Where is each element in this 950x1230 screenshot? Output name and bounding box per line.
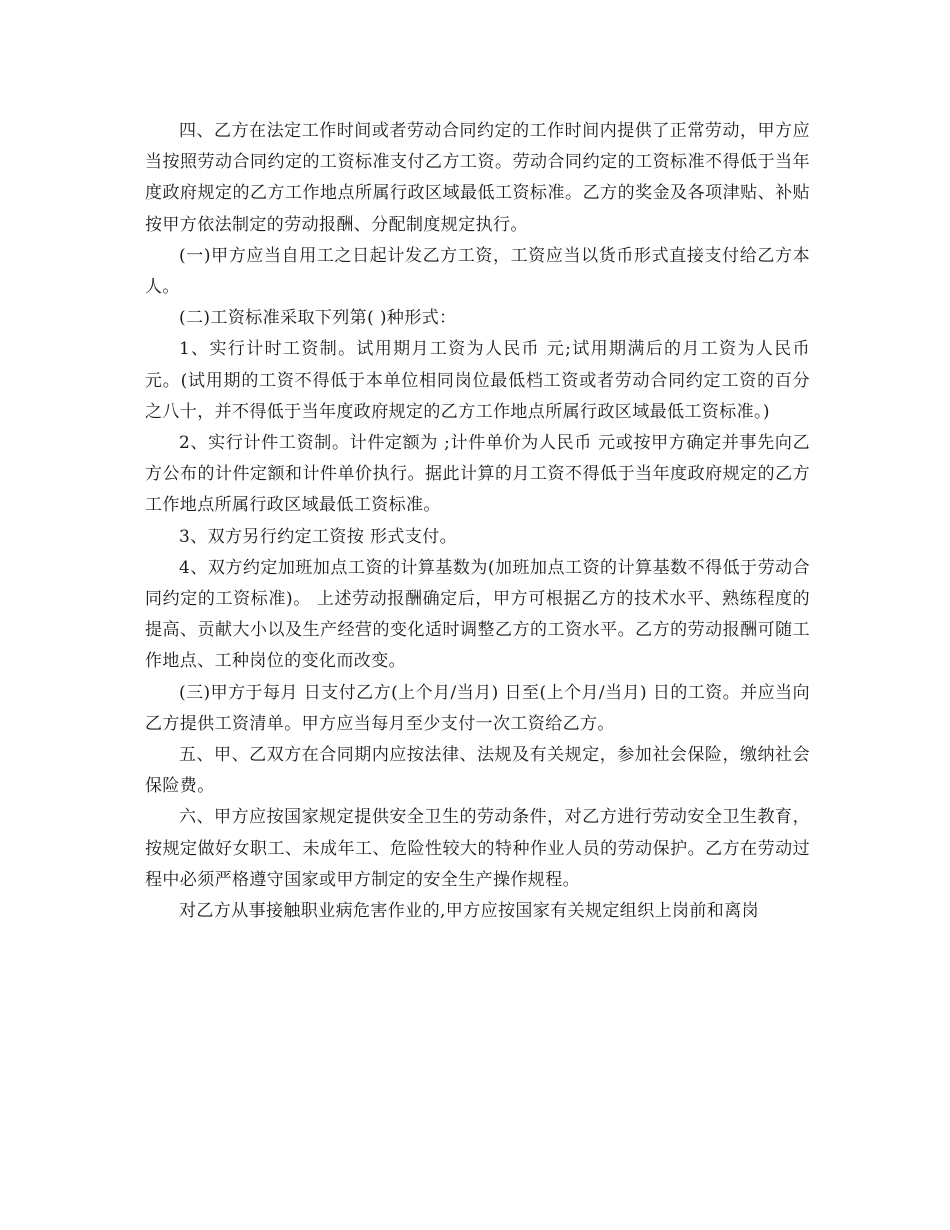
paragraph-social-insurance: 五、甲、乙双方在合同期内应按法律、法规及有关规定，参加社会保险，缴纳社会保险费。: [145, 745, 810, 797]
paragraph-wage-form: (二)工资标准采取下列第( )种形式：: [179, 308, 457, 329]
document-body: [145, 116, 810, 927]
paragraph-time-wage: 1、实行计时工资制。试用期月工资为人民币 元;试用期满后的月工资为人民币 元。(试用期的工资不得低于本单位相同岗位最低档工资或者劳动合同约定工资的百分之八十，并不得低于当年度政府规定的乙方工作地点所属行政区域最低工资标准。): [145, 339, 810, 422]
paragraph-labor-safety: 六、甲方应按国家规定提供安全卫生的劳动条件，对乙方进行劳动安全卫生教育，按规定做好女职工、未成年工、危险性较大的特种作业人员的劳动保护。乙方在劳动过程中必须严格遵守国家或甲方制定的安全生产操作规程。: [145, 807, 810, 890]
paragraph-payment-date: (三)甲方于每月 日支付乙方(上个月/当月) 日至(上个月/当月) 日的工资。并应当向乙方提供工资清单。甲方应当每月至少支付一次工资给乙方。: [145, 682, 810, 734]
paragraph-overtime-base: 4、双方约定加班加点工资的计算基数为(加班加点工资的计算基数不得低于劳动合同约定的工资标准)。 上述劳动报酬确定后，甲方可根据乙方的技术水平、熟练程度的提高、贡献大小以及生产经营的变化适时调整乙方的工资水平。乙方的劳动报酬可随工作地点、工种岗位的变化而改变。: [145, 557, 810, 672]
paragraph-piece-wage: 2、实行计件工资制。计件定额为 ;计件单价为人民币 元或按甲方确定并事先向乙方公布的计件定额和计件单价执行。据此计算的月工资不得低于当年度政府规定的乙方工作地点所属行政区域最低工资标准。: [145, 433, 810, 516]
paragraph-wage-standard: 四、乙方在法定工作时间或者劳动合同约定的工作时间内提供了正常劳动，甲方应当按照劳动合同约定的工资标准支付乙方工资。劳动合同约定的工资标准不得低于当年度政府规定的乙方工作地点所属行政区域最低工资标准。乙方的奖金及各项津贴、补贴按甲方依法制定的劳动报酬、分配制度规定执行。: [145, 121, 810, 235]
paragraph-other-wage: 3、双方另行约定工资按 形式支付。: [179, 526, 458, 547]
paragraph-occupational-disease: 对乙方从事接触职业病危害作业的,甲方应按国家有关规定组织上岗前和离岗: [179, 901, 760, 922]
paragraph-wage-payment-start: (一)甲方应当自用工之日起计发乙方工资，工资应当以货币形式直接支付给乙方本人。: [145, 245, 810, 298]
